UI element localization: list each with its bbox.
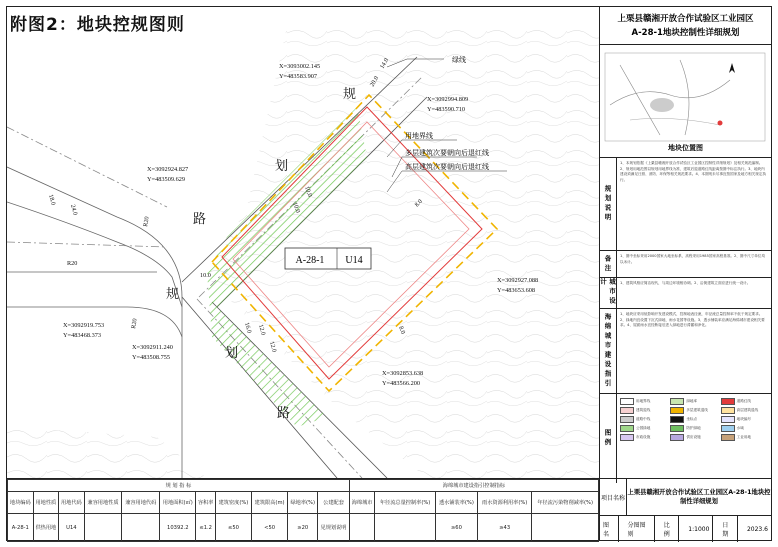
dim: 12.0: [268, 340, 278, 353]
date-value: 2023.6: [746, 525, 768, 533]
legend-swatch: [721, 407, 735, 414]
project-label: 项目名称: [600, 479, 627, 515]
date-label: 日期: [722, 522, 729, 538]
legend-item: [721, 398, 768, 405]
index-header-cell: 用地代码: [59, 492, 85, 514]
green-line-label: 绿线: [452, 56, 466, 64]
legend-label: 防护绿地: [686, 425, 701, 430]
radius-label: R20: [142, 215, 151, 228]
index-header-cell: 海绵城市: [349, 492, 375, 514]
scale-value: 1:1000: [688, 525, 710, 533]
bottom-area: [7, 478, 771, 541]
coord-x: X=3093002.145: [279, 63, 321, 70]
coord-y: Y=483653.608: [497, 287, 536, 294]
radius-label: R20: [130, 317, 139, 330]
index-header-cell: 建筑限高(m): [252, 492, 288, 514]
coord-y: Y=483509.629: [147, 176, 186, 183]
legend-swatch: [620, 407, 634, 414]
index-value-cell: 见规划说明: [318, 514, 350, 542]
legend-label: 道路红线: [736, 398, 752, 403]
radii: [67, 216, 151, 329]
index-value-cell: 10392.2: [160, 514, 196, 542]
index-group-title: 规 划 指 标: [8, 480, 350, 492]
legend-label: 用地界线: [636, 398, 651, 403]
index-group-title2: 海绵城市建设指引控制指标: [349, 480, 598, 492]
legend-item: [670, 398, 717, 405]
index-header-cell: 兼容用地性质: [84, 492, 122, 514]
road-char: 路: [193, 212, 207, 227]
dim: 18.0: [47, 193, 57, 206]
legend: [617, 394, 771, 445]
dim: 8.0: [397, 325, 407, 335]
legend-swatch: [670, 407, 684, 414]
legend-label: 供应设施: [686, 434, 701, 439]
index-value-cell: A-28-1: [8, 514, 34, 542]
dim: 10.0: [291, 201, 302, 214]
project-name: 上栗县赣湘开放合作试验区工业园区A-28-1地块控制性详细规划: [627, 489, 771, 505]
title-block: [599, 479, 771, 541]
legend-swatch: [620, 398, 634, 405]
location-map-drawing: [600, 45, 770, 145]
legend-label: 建筑退线: [636, 407, 651, 412]
section-label: 图例: [600, 394, 617, 483]
index-header-cell: 兼容用地代码: [122, 492, 160, 514]
legend-swatch: [721, 434, 735, 441]
legend-label: 高层建筑退线: [736, 407, 759, 412]
side-header-line1: 上栗县赣湘开放合作试验区工业园区: [617, 14, 754, 24]
legend-section: [600, 394, 771, 483]
parcel-type: U14: [345, 255, 363, 266]
dim: 8.0: [413, 197, 424, 209]
section-text: 1、地块应采用低影响开发建设模式，控制地表径流，年径流总量控制率不低于规定要求。2、绿地内宜设置下沉式绿地、雨水花园等设施。3、透水铺装率应满足海绵城市建设相关要求。4、屋面雨水宜经断接后进入绿地进行滞蓄和净化。: [620, 312, 765, 328]
index-header-cell: 年径流污染物削减率(%): [532, 492, 599, 514]
road-char: 划: [225, 346, 239, 361]
road-char: 规: [166, 287, 180, 302]
side-panel: [599, 7, 771, 479]
section-text: 1、建筑风格应简洁现代，与周边环境相协调。2、沿街建筑立面应进行统一设计。: [620, 281, 751, 285]
dim: 24.0: [69, 203, 79, 216]
legend-swatch: [670, 434, 684, 441]
dim: 10.0: [303, 185, 314, 198]
location-map-caption: 地块位置图: [668, 144, 703, 152]
dim: 14.0: [378, 57, 391, 70]
legend-swatch: [620, 416, 634, 423]
legend-label: 水域: [736, 425, 744, 430]
index-header-cell: 公建配套: [318, 492, 350, 514]
coord-x: X=3092994.809: [427, 96, 469, 103]
index-value-cell: [84, 514, 122, 542]
index-header-cell: 用地性质: [33, 492, 59, 514]
index-header-cell: 绿地率(%): [288, 492, 318, 514]
terrain-contours-sw: [7, 427, 207, 478]
index-header-cell: 容积率: [196, 492, 215, 514]
index-value-cell: [375, 514, 435, 542]
site-plan-map: [7, 7, 599, 478]
coord-x: X=3092919.753: [63, 322, 105, 329]
dim: 16.0: [243, 321, 253, 334]
legend-swatch: [620, 434, 634, 441]
index-value-cell: ≤50: [215, 514, 251, 542]
index-header-cell: 地块编码: [8, 492, 34, 514]
index-header-cell: 年径流总量控制率(%): [375, 492, 435, 514]
coord-x: X=3092924.827: [147, 166, 189, 173]
legend-label: 公园绿地: [636, 425, 651, 430]
boundary-label: 用地界线: [405, 132, 433, 140]
radius-label: R20: [67, 260, 78, 267]
index-value-cell: [122, 514, 160, 542]
road-char: 划: [275, 159, 289, 174]
legend-swatch: [670, 398, 684, 405]
section-label: 规划说明: [600, 158, 617, 250]
fig-label: 图名: [603, 522, 610, 538]
coord-y: Y=483468.373: [63, 332, 102, 339]
index-value-cell: 供热用地: [33, 514, 59, 542]
dim: 12.0: [257, 323, 267, 336]
sponge-city-guidance: [600, 309, 771, 394]
legend-item: [721, 416, 768, 423]
legend-item: [620, 416, 667, 423]
dim: 20.0: [368, 75, 381, 88]
legend-swatch: [721, 398, 735, 405]
index-value-cell: ≥43: [478, 514, 532, 542]
legend-item: [670, 434, 717, 441]
location-map: [600, 45, 771, 158]
legend-swatch: [670, 416, 684, 423]
legend-swatch: [620, 425, 634, 432]
index-header-cell: 透水铺装率(%): [435, 492, 477, 514]
legend-label: 工业用地: [736, 434, 752, 439]
scale-label: 比例: [663, 522, 670, 538]
index-value-cell: [349, 514, 375, 542]
dim: 10.0: [200, 272, 211, 279]
coord-y: Y=483508.755: [132, 354, 171, 361]
legend-label: 道路中线: [636, 416, 651, 421]
side-header-line2: A-28-1地块控制性详细规划: [631, 28, 740, 38]
section-label: 备注: [600, 251, 617, 277]
coord-x: X=3092927.088: [497, 277, 539, 284]
index-header-cell: 雨水资源利用率(%): [478, 492, 532, 514]
legend-label: 市政设施: [636, 434, 651, 439]
remarks: [600, 251, 771, 278]
legend-item: [620, 434, 667, 441]
urban-design: [600, 278, 771, 309]
index-table: [7, 479, 599, 542]
index-value-cell: <50: [252, 514, 288, 542]
section-text: 1、图中坐标采用2000国家大地坐标系，高程采用1985国家高程基准。2、图中尺寸单位均以米计。: [620, 254, 766, 264]
high-setback-label: 高层建筑次要朝向后退红线: [405, 163, 489, 171]
index-value-cell: ≤1.2: [196, 514, 215, 542]
legend-item: [721, 407, 768, 414]
legend-swatch: [721, 425, 735, 432]
coord-x: X=3092853.638: [382, 370, 424, 377]
index-value-cell: [532, 514, 599, 542]
legend-item: [670, 425, 717, 432]
legend-swatch: [721, 416, 735, 423]
legend-item: [620, 407, 667, 414]
page-title: 附图2：地块控规图则: [10, 15, 185, 35]
coord-y: Y=483583.907: [279, 73, 318, 80]
section-label: 城市设计: [599, 278, 616, 307]
legend-item: [670, 416, 717, 423]
index-value-cell: ≥20: [288, 514, 318, 542]
road-char: 规: [343, 87, 357, 102]
index-header-cell: 用地面积(㎡): [160, 492, 196, 514]
section-label: 海绵城市建设指引: [600, 309, 617, 393]
index-value-cell: ≥60: [435, 514, 477, 542]
index-header-cell: 建筑密度(%): [215, 492, 251, 514]
fig-name: 分图图则: [627, 522, 646, 538]
planning-notes: [600, 158, 771, 251]
coord-x: X=3092911.240: [132, 344, 173, 351]
coord-y: Y=483590.710: [427, 106, 466, 113]
legend-label: 地块编号: [736, 416, 752, 421]
coord-y: Y=483566.200: [382, 380, 421, 387]
legend-label: 多层建筑退线: [686, 407, 708, 412]
index-value-cell: U14: [59, 514, 85, 542]
section-text: 1、本规划依据《上栗县赣湘开放合作试验区工业园区控制性详细规划》及相关规范编制。2、规划用地范围以规划用地界线为准，建筑后退道路红线距离按图中标注执行。3、地块内建设须满足日照、消防、环保等相关规范要求。4、本图则未尽事宜按国家及地方相关规定执行。: [620, 161, 767, 182]
legend-item: [620, 398, 667, 405]
legend-swatch: [670, 425, 684, 432]
parcel-code: A-28-1: [295, 255, 325, 266]
legend-item: [721, 425, 768, 432]
legend-label: 坐标点: [686, 416, 698, 421]
legend-item: [670, 407, 717, 414]
multi-setback-label: 多层建筑次要朝向后退红线: [405, 149, 489, 157]
legend-item: [620, 425, 667, 432]
side-header: [600, 7, 771, 45]
legend-item: [721, 434, 768, 441]
road-char: 路: [277, 406, 291, 421]
legend-label: 绿地率: [686, 398, 698, 403]
